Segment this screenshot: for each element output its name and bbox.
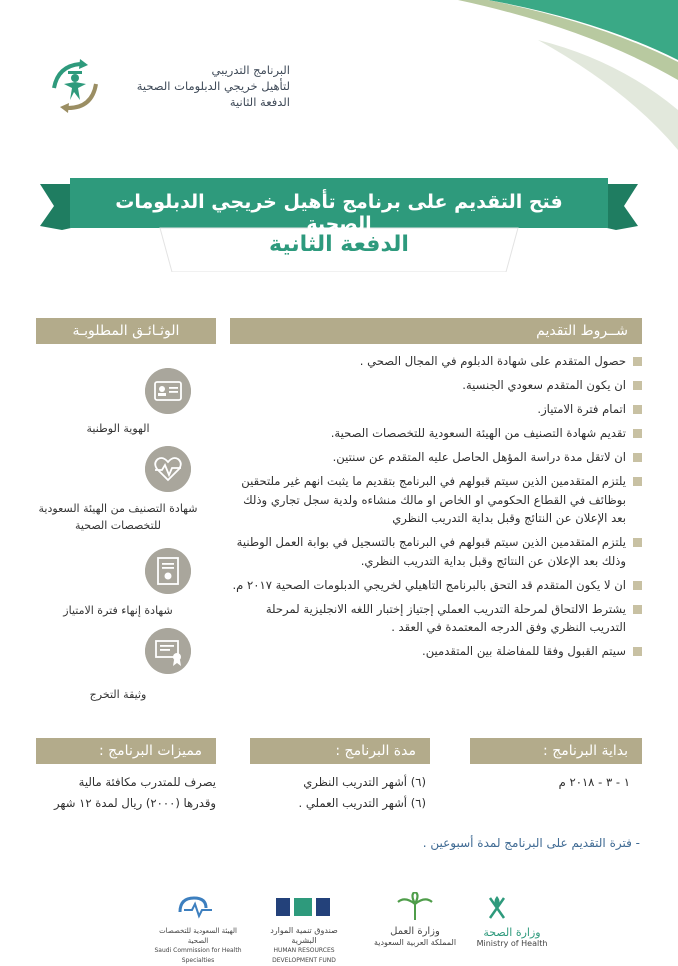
features-block [20,772,216,814]
moh-emblem-icon [470,892,554,922]
condition-item: يشترط الالتحاق لمرحلة التدريب العملي إجتياز إختبار اللغه الانجليزية لمرحلة التدريب النظري وفق الدرجه المعتمدة في العقد . [228,600,642,637]
condition-item: سيتم القبول وفقا للمفاضلة بين المتقدمين. [228,642,642,661]
condition-item: ان لا يكون المتقدم قد التحق بالبرنامج التاهيلي لخريجي الدبلومات الصحية ٢٠١٧ م. [228,576,642,595]
org-line-2: لتأهيل خريجي الدبلومات الصحية [136,79,290,93]
condition-item: يلتزم المتقدمين الذين سيتم قبولهم في البرنامج بالتسجيل في بوابة العمل الوطنية وذلك بعد الإعلان عن النتائج وقبل بداية التدريب النظري. [228,533,642,570]
condition-item: يلتزم المتقدمين الذين سيتم قبولهم في البرنامج بتقديم ما يثبت انهم غير ملتحقين بوظائف في القطاع الحكومي او الخاص او مالك منشاءه ولدية سجل تجاري وذلك بعد الإعلان عن النتائج وقبل بداية التدريب النظري [228,472,642,528]
condition-item: اتمام فترة الامتياز. [228,400,642,419]
hrdf-logo: صندوق تنمية الموارد البشرية HUMAN RESOURCES DEVELOPMENT FUND [262,892,346,948]
scfhs-logo: الهيئة السعودية للتخصصات الصحية Saudi Commission for Health Specialties [150,892,246,948]
condition-item: ان يكون المتقدم سعودي الجنسية. [228,376,642,395]
banner-subtitle: الدفعة الثانية [269,232,409,257]
doc-label-classification: شهادة التصنيف من الهيئة السعودية للتخصصات الصحية [38,502,198,532]
hrdf-emblem-icon [262,892,346,922]
duration-practical: (٦) أشهر التدريب العملي . [298,796,426,810]
diploma-icon [145,628,191,674]
org-line-1: البرنامج التدريبي [211,63,290,77]
duration-theory: (٦) أشهر التدريب النظري [303,775,426,789]
conditions-list [228,352,642,666]
scfhs-emblem-icon [150,892,246,922]
doc-label-internship: شهادة إنهاء فترة الامتياز [63,604,173,617]
documents-header: الوثـائـق المطلوبـة [36,318,216,344]
condition-item: ان لاتقل مدة دراسة المؤهل الحاصل عليه المتقدم عن سنتين. [228,448,642,467]
id-card-icon [145,368,191,414]
doc-label-national-id: الهوية الوطنية [86,422,150,435]
doc-label-graduation: وثيقة التخرج [89,688,147,701]
start-header: بداية البرنامج : [470,738,642,764]
condition-item: حصول المتقدم على شهادة الدبلوم في المجال الصحي . [228,352,642,371]
moh-logo: وزارة الصحة Ministry of Health [470,892,554,948]
org-line-3: الدفعة الثانية [229,95,290,109]
features-line-1: يصرف للمتدرب مكافئة مالية [78,775,216,789]
org-title-block [100,62,290,110]
banner-title: فتح التقديم على برنامج تأهيل خريجي الدبلومات الصحية [115,191,563,235]
corner-decoration [348,0,678,150]
certificate-icon [145,548,191,594]
start-date: ١ - ٣ - ٢٠١٨ م [558,775,630,789]
program-logo-icon [44,58,106,114]
features-header: مميزات البرنامج : [36,738,216,764]
mol-logo: وزارة العمل المملكة العربية السعودية [370,892,460,948]
duration-block [240,772,426,814]
features-line-2: وقدرها (٢٠٠٠) ريال لمدة ١٢ شهر [54,796,216,810]
palm-emblem-icon [370,892,460,922]
application-period-note: - فترة التقديم على البرنامج لمدة أسبوعين . [422,836,640,850]
duration-header: مدة البرنامج : [250,738,430,764]
heartbeat-icon [145,446,191,492]
condition-item: تقديم شهادة التصنيف من الهيئة السعودية للتخصصات الصحية. [228,424,642,443]
conditions-header: شــروط التقديم [230,318,642,344]
